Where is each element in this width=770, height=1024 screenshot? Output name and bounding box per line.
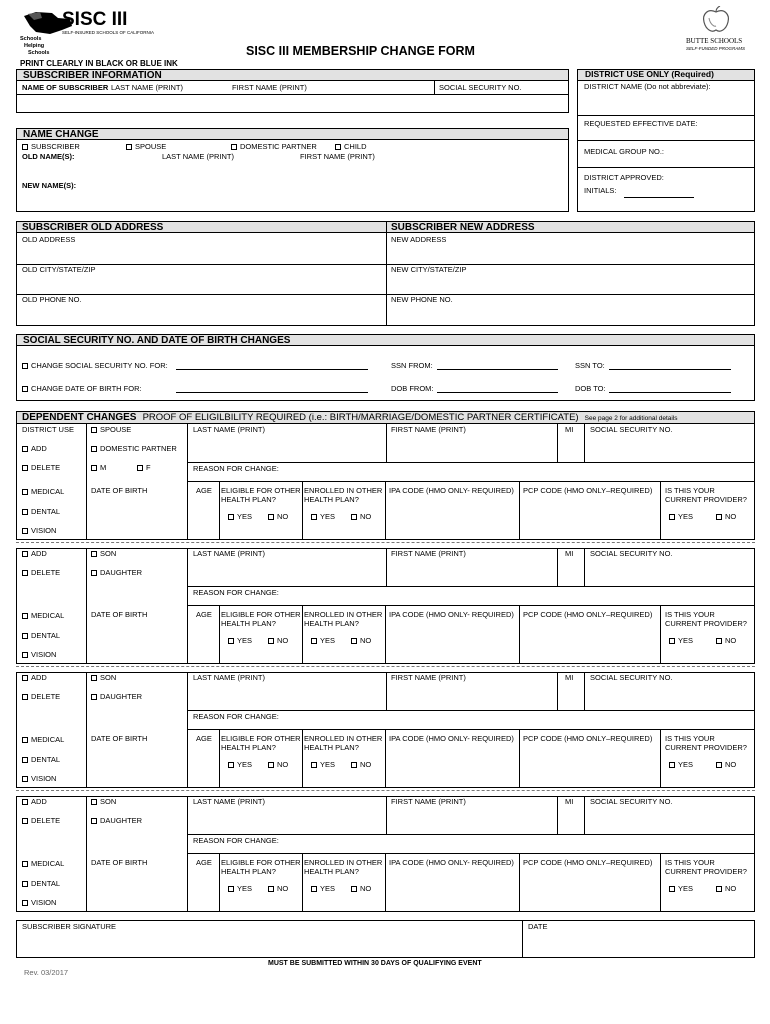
provider-yes-1-checkbox[interactable] — [669, 514, 675, 520]
last-name-label-2: LAST NAME (PRINT) — [193, 549, 265, 558]
ssn-field-4[interactable] — [586, 807, 753, 833]
dental-option-4-checkbox[interactable] — [22, 881, 28, 887]
add-option-3-checkbox[interactable] — [22, 675, 28, 681]
last-name-label-4: LAST NAME (PRINT) — [193, 797, 265, 806]
ipa-label-3: IPA CODE (HMO ONLY- REQUIRED) — [389, 734, 514, 743]
provider-yes-3-checkbox[interactable] — [669, 762, 675, 768]
reason-label-4: REASON FOR CHANGE: — [193, 836, 279, 845]
pcp-label-1: PCP CODE (HMO ONLY–REQUIRED) — [523, 486, 653, 495]
provider-no-4[interactable]: NO — [716, 884, 736, 893]
subscriber-heading: SUBSCRIBER INFORMATION — [23, 70, 162, 81]
dob-label-2: DATE OF BIRTH — [91, 610, 148, 619]
old-phone-label: OLD PHONE NO. — [22, 295, 82, 304]
reason-label-3: REASON FOR CHANGE: — [193, 712, 279, 721]
opt-spouse[interactable]: SPOUSE — [126, 142, 166, 151]
ipa-label-1: IPA CODE (HMO ONLY- REQUIRED) — [389, 486, 514, 495]
dob-field-3[interactable] — [88, 747, 186, 785]
ssn-label-1: SOCIAL SECURITY NO. — [590, 425, 673, 434]
ipa-field-4[interactable] — [387, 873, 518, 909]
opt-subscriber[interactable]: SUBSCRIBER — [22, 142, 80, 151]
age-label-1: AGE — [196, 486, 212, 495]
new-address-field[interactable] — [388, 245, 753, 263]
daughter-option-3-checkbox[interactable] — [91, 694, 97, 700]
mi-label-2: MI — [565, 549, 574, 558]
daughter-option-3[interactable]: DAUGHTER — [91, 692, 142, 701]
new-city-label: NEW CITY/STATE/ZIP — [391, 265, 467, 274]
opt-child[interactable]: CHILD — [335, 142, 367, 151]
signature-label: SUBSCRIBER SIGNATURE — [22, 922, 117, 931]
mi-label-1: MI — [565, 425, 574, 434]
mi-label-3: MI — [565, 673, 574, 682]
add-option-1[interactable]: ADD — [22, 444, 47, 453]
first-name-field-2[interactable] — [388, 559, 556, 585]
add-option-3[interactable]: ADD — [22, 673, 47, 682]
sisc-logo — [16, 8, 166, 60]
eligible-yes-3[interactable]: YES — [228, 760, 252, 769]
child-checkbox[interactable] — [335, 144, 341, 150]
initials-field[interactable] — [624, 197, 694, 198]
female-option-1-checkbox[interactable] — [137, 465, 143, 471]
ssn-to-field[interactable] — [609, 369, 731, 370]
dob-to-field[interactable] — [609, 392, 731, 393]
spouse-checkbox[interactable] — [126, 144, 132, 150]
provider-yes-2[interactable]: YES — [669, 636, 693, 645]
old-phone-field[interactable] — [18, 305, 384, 324]
delete-option-3-checkbox[interactable] — [22, 694, 28, 700]
pcp-field-4[interactable] — [521, 873, 659, 909]
enrolled-label-2-3: HEALTH PLAN? — [304, 743, 359, 752]
dp-checkbox[interactable] — [231, 144, 237, 150]
eligible-no-3-checkbox[interactable] — [268, 762, 274, 768]
enrolled-yes-1-checkbox[interactable] — [311, 514, 317, 520]
spouse-option-1[interactable]: SPOUSE — [91, 425, 131, 434]
delete-option-3[interactable]: DELETE — [22, 692, 60, 701]
enrolled-yes-2-checkbox[interactable] — [311, 638, 317, 644]
dob-field-2[interactable] — [88, 623, 186, 661]
butte-name: BUTTE SCHOOLS — [686, 37, 743, 45]
dental-option-1[interactable]: DENTAL — [22, 507, 60, 516]
add-option-2[interactable]: ADD — [22, 549, 47, 558]
daughter-option-2[interactable]: DAUGHTER — [91, 568, 142, 577]
logo-full-name: SELF-INSURED SCHOOLS OF CALIFORNIA — [62, 30, 155, 35]
district-name-field[interactable] — [584, 92, 752, 114]
ssn-from-field[interactable] — [437, 369, 558, 370]
son-option-4-checkbox[interactable] — [91, 799, 97, 805]
enrolled-no-4-checkbox[interactable] — [351, 886, 357, 892]
enrolled-no-4[interactable]: NO — [351, 884, 371, 893]
provider-label-1: IS THIS YOUR — [665, 486, 715, 495]
reason-field-2[interactable] — [300, 588, 753, 604]
enrolled-label-1: ENROLLED IN OTHER — [304, 486, 383, 495]
ssn-label-2: SOCIAL SECURITY NO. — [590, 549, 673, 558]
pcp-label-3: PCP CODE (HMO ONLY–REQUIRED) — [523, 734, 653, 743]
provider-label-2-2: CURRENT PROVIDER? — [665, 619, 747, 628]
son-option-2[interactable]: SON — [91, 549, 116, 558]
form-title: SISC III MEMBERSHIP CHANGE FORM — [246, 44, 475, 58]
medical-option-4[interactable]: MEDICAL — [22, 859, 64, 868]
old-address-heading: SUBSCRIBER OLD ADDRESS — [22, 222, 164, 233]
name-change-heading: NAME CHANGE — [23, 129, 99, 140]
delete-option-4-checkbox[interactable] — [22, 818, 28, 824]
reason-field-4[interactable] — [300, 836, 753, 852]
medical-option-1[interactable]: MEDICAL — [22, 487, 64, 496]
vision-option-2[interactable]: VISION — [22, 650, 56, 659]
enrolled-label-4: ENROLLED IN OTHER — [304, 858, 383, 867]
subscriber-first-label: FIRST NAME (PRINT) — [232, 83, 307, 92]
ipa-field-2[interactable] — [387, 625, 518, 661]
pcp-label-2: PCP CODE (HMO ONLY–REQUIRED) — [523, 610, 653, 619]
first-name-label-3: FIRST NAME (PRINT) — [391, 673, 466, 682]
ipa-field-1[interactable] — [387, 501, 518, 537]
enrolled-no-3[interactable]: NO — [351, 760, 371, 769]
eligible-yes-2-checkbox[interactable] — [228, 638, 234, 644]
change-dob-checkbox[interactable] — [22, 386, 28, 392]
new-phone-label: NEW PHONE NO. — [391, 295, 453, 304]
eligible-label-2-2: HEALTH PLAN? — [221, 619, 276, 628]
daughter-option-4-checkbox[interactable] — [91, 818, 97, 824]
eligible-no-2-checkbox[interactable] — [268, 638, 274, 644]
first-name-field-4[interactable] — [388, 807, 556, 833]
vision-option-2-checkbox[interactable] — [22, 652, 28, 658]
enrolled-yes-4-checkbox[interactable] — [311, 886, 317, 892]
medical-option-4-checkbox[interactable] — [22, 861, 28, 867]
enrolled-label-3: ENROLLED IN OTHER — [304, 734, 383, 743]
ipa-field-3[interactable] — [387, 749, 518, 785]
dob-from-field[interactable] — [437, 392, 558, 393]
enrolled-yes-1[interactable]: YES — [311, 512, 335, 521]
add-option-4-checkbox[interactable] — [22, 799, 28, 805]
eligible-label-2-4: HEALTH PLAN? — [221, 867, 276, 876]
son-option-3[interactable]: SON — [91, 673, 116, 682]
spouse-option-1-checkbox[interactable] — [91, 427, 97, 433]
new-address-label: NEW ADDRESS — [391, 235, 447, 244]
provider-no-2[interactable]: NO — [716, 636, 736, 645]
district-approved-label: DISTRICT APPROVED: — [584, 173, 664, 182]
subscriber-checkbox[interactable] — [22, 144, 28, 150]
ipa-label-4: IPA CODE (HMO ONLY- REQUIRED) — [389, 858, 514, 867]
old-names-label: OLD NAME(S): — [22, 152, 75, 161]
footer-must: MUST BE SUBMITTED WITHIN 30 DAYS OF QUALIFYING EVENT — [268, 960, 482, 967]
apple-icon — [700, 6, 732, 34]
provider-label-2: IS THIS YOUR — [665, 610, 715, 619]
subscriber-name-label: NAME OF SUBSCRIBER — [22, 83, 109, 92]
eligible-label-1: ELIGIBLE FOR OTHER — [221, 486, 301, 495]
change-ssn-checkbox[interactable] — [22, 363, 28, 369]
dental-option-2[interactable]: DENTAL — [22, 631, 60, 640]
age-label-4: AGE — [196, 858, 212, 867]
change-dob-for-field[interactable] — [176, 392, 368, 393]
logo-tag-3: Schools — [28, 50, 50, 56]
pcp-field-1[interactable] — [521, 501, 659, 537]
old-city-label: OLD CITY/STATE/ZIP — [22, 265, 96, 274]
son-option-2-checkbox[interactable] — [91, 551, 97, 557]
opt-domestic-partner[interactable]: DOMESTIC PARTNER — [231, 142, 317, 151]
last-name-label-1: LAST NAME (PRINT) — [193, 425, 265, 434]
male-option-1[interactable]: M — [91, 463, 106, 472]
district-medical-label: MEDICAL GROUP NO.: — [584, 147, 665, 156]
district-initials-label: INITIALS: — [584, 186, 617, 195]
eligible-yes-3-checkbox[interactable] — [228, 762, 234, 768]
dependent-heading: DEPENDENT CHANGES — [22, 412, 137, 423]
vision-option-4-checkbox[interactable] — [22, 900, 28, 906]
new-phone-field[interactable] — [388, 305, 753, 324]
district-heading: DISTRICT USE ONLY (Required) — [585, 69, 714, 79]
district-date-label: REQUESTED EFFECTIVE DATE: — [584, 119, 698, 128]
dob-field-1[interactable] — [88, 499, 186, 537]
district-name-label: DISTRICT NAME (Do not abbreviate): — [584, 82, 711, 91]
dental-option-4[interactable]: DENTAL — [22, 879, 60, 888]
eligible-no-1[interactable]: NO — [268, 512, 288, 521]
eligible-no-4-checkbox[interactable] — [268, 886, 274, 892]
eligible-no-3[interactable]: NO — [268, 760, 288, 769]
provider-yes-1[interactable]: YES — [669, 512, 693, 521]
signature-date-label: DATE — [528, 922, 548, 931]
daughter-option-2-checkbox[interactable] — [91, 570, 97, 576]
eligible-yes-1[interactable]: YES — [228, 512, 252, 521]
pcp-field-2[interactable] — [521, 625, 659, 661]
reason-label-2: REASON FOR CHANGE: — [193, 588, 279, 597]
delete-option-1[interactable]: DELETE — [22, 463, 60, 472]
enrolled-yes-3-checkbox[interactable] — [311, 762, 317, 768]
enrolled-label-2: ENROLLED IN OTHER — [304, 610, 383, 619]
dob-label-4: DATE OF BIRTH — [91, 858, 148, 867]
old-last-label: LAST NAME (PRINT) — [162, 152, 234, 161]
male-option-1-checkbox[interactable] — [91, 465, 97, 471]
change-ssn-for-field[interactable] — [176, 369, 368, 370]
first-name-field-3[interactable] — [388, 683, 556, 709]
domestic-partner-option-1-checkbox[interactable] — [91, 446, 97, 452]
medical-option-3-checkbox[interactable] — [22, 737, 28, 743]
footer-rev: Rev. 03/2017 — [24, 968, 69, 977]
age-label-3: AGE — [196, 734, 212, 743]
old-city-field[interactable] — [18, 275, 384, 293]
eligible-label-3: ELIGIBLE FOR OTHER — [221, 734, 301, 743]
last-name-label-3: LAST NAME (PRINT) — [193, 673, 265, 682]
eligible-label-2-3: HEALTH PLAN? — [221, 743, 276, 752]
delete-option-2-checkbox[interactable] — [22, 570, 28, 576]
signature-field[interactable] — [18, 932, 520, 956]
dental-option-2-checkbox[interactable] — [22, 633, 28, 639]
subscriber-last-label: LAST NAME (PRINT) — [111, 83, 183, 92]
provider-label-4: IS THIS YOUR — [665, 858, 715, 867]
ssn-label-3: SOCIAL SECURITY NO. — [590, 673, 673, 682]
dental-option-3[interactable]: DENTAL — [22, 755, 60, 764]
enrolled-yes-2[interactable]: YES — [311, 636, 335, 645]
ssn-dob-heading-bar — [16, 334, 755, 346]
delete-option-4[interactable]: DELETE — [22, 816, 60, 825]
logo-name: SISC III — [62, 9, 128, 30]
dob-to-label: DOB TO: — [575, 384, 606, 393]
eligible-yes-4[interactable]: YES — [228, 884, 252, 893]
ssn-from-label: SSN FROM: — [391, 361, 433, 370]
son-option-3-checkbox[interactable] — [91, 675, 97, 681]
first-name-label-2: FIRST NAME (PRINT) — [391, 549, 466, 558]
provider-yes-4[interactable]: YES — [669, 884, 693, 893]
provider-no-2-checkbox[interactable] — [716, 638, 722, 644]
vision-option-3-checkbox[interactable] — [22, 776, 28, 782]
eligible-no-1-checkbox[interactable] — [268, 514, 274, 520]
medical-option-3[interactable]: MEDICAL — [22, 735, 64, 744]
enrolled-yes-4[interactable]: YES — [311, 884, 335, 893]
dental-option-1-checkbox[interactable] — [22, 509, 28, 515]
subscriber-ssn-label: SOCIAL SECURITY NO. — [439, 83, 522, 92]
medical-option-2-checkbox[interactable] — [22, 613, 28, 619]
vision-option-1[interactable]: VISION — [22, 526, 56, 535]
first-name-field-1[interactable] — [388, 435, 556, 461]
domestic-partner-option-1[interactable]: DOMESTIC PARTNER — [91, 444, 177, 453]
add-option-4[interactable]: ADD — [22, 797, 47, 806]
enrolled-no-1[interactable]: NO — [351, 512, 371, 521]
butte-logo — [676, 6, 756, 56]
reason-field-3[interactable] — [300, 712, 753, 728]
first-name-label-1: FIRST NAME (PRINT) — [391, 425, 466, 434]
ssn-label-4: SOCIAL SECURITY NO. — [590, 797, 673, 806]
last-name-field-3[interactable] — [189, 683, 385, 709]
old-address-label: OLD ADDRESS — [22, 235, 76, 244]
butte-sub: SELF-FUNDED PROGRAMS — [686, 46, 746, 51]
add-option-2-checkbox[interactable] — [22, 551, 28, 557]
eligible-label-4: ELIGIBLE FOR OTHER — [221, 858, 301, 867]
mi-label-4: MI — [565, 797, 574, 806]
name-change-heading-bar — [16, 128, 569, 140]
change-dob-option[interactable]: CHANGE DATE OF BIRTH FOR: — [22, 384, 142, 393]
eligible-yes-1-checkbox[interactable] — [228, 514, 234, 520]
provider-no-3-checkbox[interactable] — [716, 762, 722, 768]
enrolled-no-2[interactable]: NO — [351, 636, 371, 645]
delete-option-2[interactable]: DELETE — [22, 568, 60, 577]
old-address-field[interactable] — [18, 245, 384, 263]
enrolled-label-2-4: HEALTH PLAN? — [304, 867, 359, 876]
enrolled-no-3-checkbox[interactable] — [351, 762, 357, 768]
dob-label-1: DATE OF BIRTH — [91, 486, 148, 495]
vision-option-1-checkbox[interactable] — [22, 528, 28, 534]
daughter-option-4[interactable]: DAUGHTER — [91, 816, 142, 825]
enrolled-no-1-checkbox[interactable] — [351, 514, 357, 520]
eligible-label-2: ELIGIBLE FOR OTHER — [221, 610, 301, 619]
enrolled-no-2-checkbox[interactable] — [351, 638, 357, 644]
last-name-field-2[interactable] — [189, 559, 385, 585]
provider-no-1-checkbox[interactable] — [716, 514, 722, 520]
old-names-field[interactable] — [18, 162, 566, 178]
change-ssn-option[interactable]: CHANGE SOCIAL SECURITY NO. FOR: — [22, 361, 168, 370]
provider-label-2-3: CURRENT PROVIDER? — [665, 743, 747, 752]
enrolled-yes-3[interactable]: YES — [311, 760, 335, 769]
logo-tag-1: Schools — [20, 36, 42, 42]
provider-no-3[interactable]: NO — [716, 760, 736, 769]
old-first-label: FIRST NAME (PRINT) — [300, 152, 375, 161]
ssn-dob-heading: SOCIAL SECURITY NO. AND DATE OF BIRTH CHANGES — [23, 335, 291, 346]
pcp-field-3[interactable] — [521, 749, 659, 785]
first-name-label-4: FIRST NAME (PRINT) — [391, 797, 466, 806]
female-option-1[interactable]: F — [137, 463, 151, 472]
dob-from-label: DOB FROM: — [391, 384, 434, 393]
new-names-field[interactable] — [18, 192, 566, 210]
district-use-label: DISTRICT USE — [22, 425, 74, 434]
new-names-label: NEW NAME(S): — [22, 181, 77, 190]
vision-option-3[interactable]: VISION — [22, 774, 56, 783]
signature-date-field[interactable] — [524, 932, 753, 956]
ssn-to-label: SSN TO: — [575, 361, 605, 370]
medical-option-1-checkbox[interactable] — [22, 489, 28, 495]
son-option-4[interactable]: SON — [91, 797, 116, 806]
provider-label-3: IS THIS YOUR — [665, 734, 715, 743]
eligible-yes-2[interactable]: YES — [228, 636, 252, 645]
dob-field-4[interactable] — [88, 871, 186, 909]
dental-option-3-checkbox[interactable] — [22, 757, 28, 763]
eligible-no-2[interactable]: NO — [268, 636, 288, 645]
last-name-field-1[interactable] — [189, 435, 385, 461]
reason-field-1[interactable] — [300, 464, 753, 480]
provider-yes-2-checkbox[interactable] — [669, 638, 675, 644]
eligible-label-2-1: HEALTH PLAN? — [221, 495, 276, 504]
last-name-field-4[interactable] — [189, 807, 385, 833]
provider-label-2-1: CURRENT PROVIDER? — [665, 495, 747, 504]
ssn-field-3[interactable] — [586, 683, 753, 709]
provider-yes-3[interactable]: YES — [669, 760, 693, 769]
ssn-field-2[interactable] — [586, 559, 753, 585]
new-city-field[interactable] — [388, 275, 753, 293]
dob-label-3: DATE OF BIRTH — [91, 734, 148, 743]
provider-label-2-4: CURRENT PROVIDER? — [665, 867, 747, 876]
ipa-label-2: IPA CODE (HMO ONLY- REQUIRED) — [389, 610, 514, 619]
provider-no-1[interactable]: NO — [716, 512, 736, 521]
age-label-2: AGE — [196, 610, 212, 619]
medical-option-2[interactable]: MEDICAL — [22, 611, 64, 620]
reason-label-1: REASON FOR CHANGE: — [193, 464, 279, 473]
new-address-heading: SUBSCRIBER NEW ADDRESS — [391, 222, 535, 233]
provider-yes-4-checkbox[interactable] — [669, 886, 675, 892]
vision-option-4[interactable]: VISION — [22, 898, 56, 907]
eligible-no-4[interactable]: NO — [268, 884, 288, 893]
provider-no-4-checkbox[interactable] — [716, 886, 722, 892]
print-note: PRINT CLEARLY IN BLACK OR BLUE INK — [20, 59, 178, 68]
pcp-label-4: PCP CODE (HMO ONLY–REQUIRED) — [523, 858, 653, 867]
dependent-see: See page 2 for additional details — [584, 415, 678, 422]
enrolled-label-2-1: HEALTH PLAN? — [304, 495, 359, 504]
delete-option-1-checkbox[interactable] — [22, 465, 28, 471]
ssn-field-1[interactable] — [586, 435, 753, 461]
enrolled-label-2-2: HEALTH PLAN? — [304, 619, 359, 628]
add-option-1-checkbox[interactable] — [22, 446, 28, 452]
logo-tag-2: Helping — [24, 43, 45, 49]
dependent-proof: PROOF OF ELIGILBILITY REQUIRED (i.e.: BIRTH/MARRIAGE/DOMESTIC PARTNER CERTIFICATE) — [142, 412, 579, 423]
eligible-yes-4-checkbox[interactable] — [228, 886, 234, 892]
